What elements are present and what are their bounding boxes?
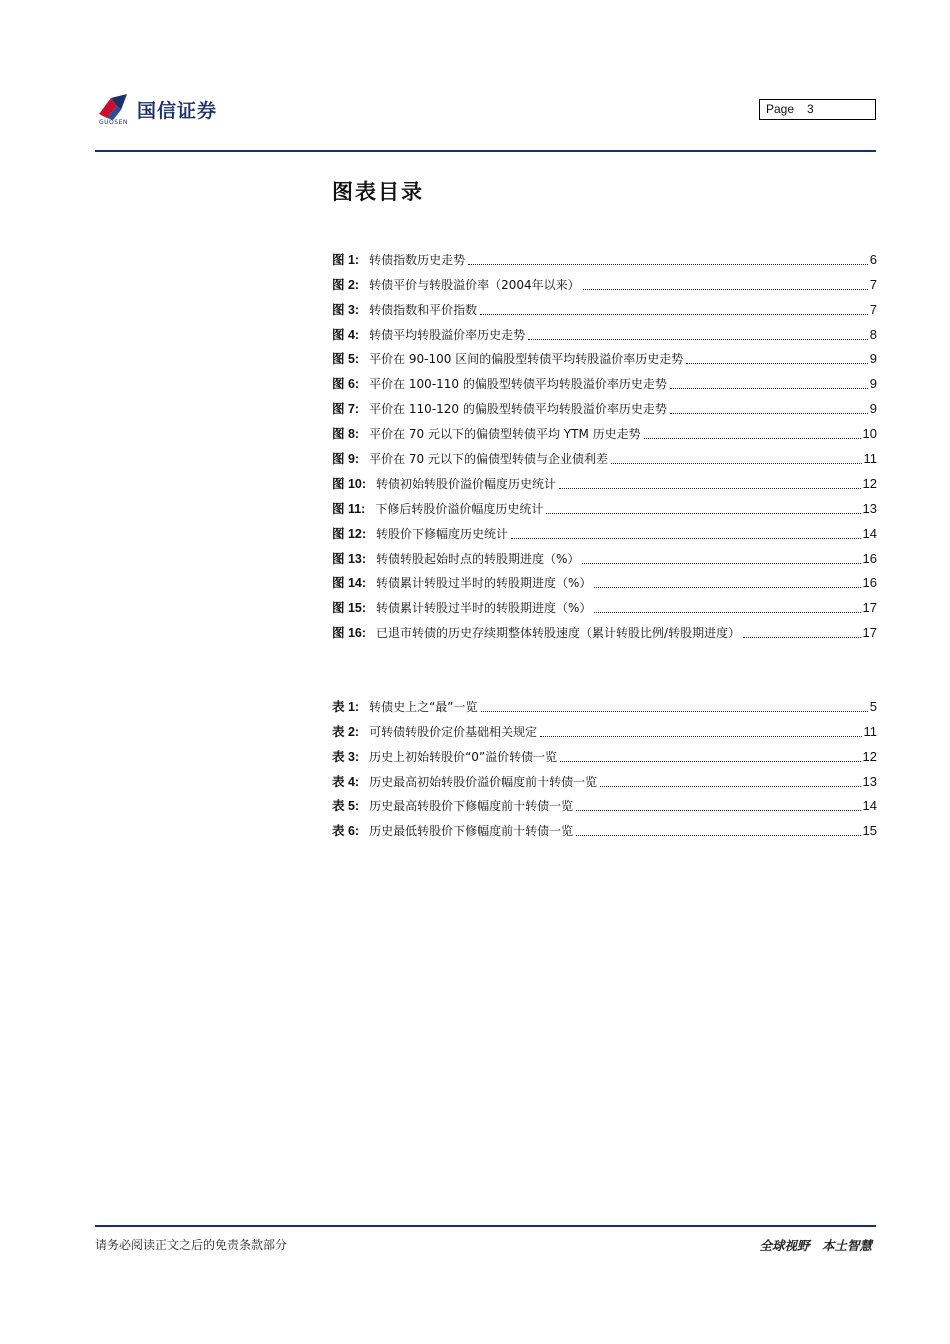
- entry-page: 5: [869, 698, 877, 714]
- toc-entry[interactable]: [332, 765, 877, 790]
- entry-page: 9: [869, 351, 877, 367]
- entry-page: 11: [863, 451, 877, 467]
- leader-dots: [600, 786, 860, 787]
- toc-entry[interactable]: [332, 492, 877, 517]
- entry-title: 可转债转股价定价基础相关规定: [369, 724, 538, 739]
- toc-entry[interactable]: [332, 790, 877, 815]
- entry-label: 图 14:: [332, 576, 367, 591]
- leader-dots: [480, 314, 868, 315]
- entry-page: 9: [869, 376, 877, 392]
- entry-page: 16: [862, 575, 877, 591]
- toc-entry[interactable]: [332, 268, 877, 293]
- toc-entry[interactable]: [332, 343, 877, 368]
- entry-page: 12: [862, 475, 877, 491]
- toc-entry[interactable]: [332, 318, 877, 343]
- toc-entry[interactable]: [332, 517, 877, 542]
- page-indicator: [759, 99, 876, 120]
- table-list: [332, 690, 877, 839]
- entry-page: 13: [862, 500, 877, 516]
- entry-page: 16: [862, 550, 877, 566]
- leader-dots: [511, 538, 860, 539]
- toc-entry[interactable]: [332, 740, 877, 765]
- entry-page: 17: [862, 600, 877, 616]
- entry-title: 转债指数历史走势: [369, 252, 466, 267]
- entry-page: 9: [869, 401, 877, 417]
- toc-entry[interactable]: [332, 690, 877, 715]
- entry-page: 7: [869, 301, 877, 317]
- entry-label: 图 12:: [332, 526, 367, 541]
- entry-page: 11: [863, 723, 877, 739]
- toc-entry[interactable]: [332, 243, 877, 268]
- toc-entry[interactable]: [332, 293, 877, 318]
- entry-title: 转债初始转股价溢价幅度历史统计: [376, 476, 557, 491]
- leader-dots: [576, 835, 860, 836]
- entry-page: 14: [862, 798, 877, 814]
- entry-title: 转债累计转股过半时的转股期进度（%）: [376, 601, 592, 616]
- entry-page: 15: [862, 823, 877, 839]
- entry-title: 转债累计转股过半时的转股期进度（%）: [376, 576, 592, 591]
- figure-list: [332, 243, 877, 641]
- entry-page: 8: [869, 326, 877, 342]
- entry-label: 图 16:: [332, 626, 367, 641]
- entry-page: 12: [862, 748, 877, 764]
- leader-dots: [576, 810, 860, 811]
- toc-title: 图表目录: [332, 180, 424, 204]
- leader-dots: [743, 637, 860, 638]
- toc-entry[interactable]: [332, 591, 877, 616]
- entry-title: 转股价下修幅度历史统计: [376, 526, 509, 541]
- entry-label: 图 13:: [332, 551, 367, 566]
- entry-title: 平价在 90-100 区间的偏股型转债平均转股溢价率历史走势: [369, 352, 684, 367]
- entry-label: 图 2:: [332, 277, 360, 292]
- entry-title: 转债史上之“最”一览: [369, 699, 478, 714]
- footer-rule: [95, 1225, 876, 1227]
- entry-page: 10: [862, 426, 877, 442]
- entry-page: 7: [869, 276, 877, 292]
- leader-dots: [528, 339, 868, 340]
- entry-label: 图 7:: [332, 402, 360, 417]
- toc-entry[interactable]: [332, 616, 877, 641]
- entry-title: 已退市转债的历史存续期整体转股速度（累计转股比例/转股期进度）: [376, 626, 741, 641]
- entry-title: 历史最高转股价下修幅度前十转债一览: [369, 799, 574, 814]
- footer-slogan: 全球视野 本土智慧: [759, 1238, 872, 1253]
- entry-title: 平价在 100-110 的偏股型转债平均转股溢价率历史走势: [369, 377, 667, 392]
- entry-page: 13: [862, 773, 877, 789]
- leader-dots: [540, 736, 861, 737]
- entry-label: 图 4:: [332, 327, 360, 342]
- leader-dots: [594, 612, 860, 613]
- leader-dots: [670, 388, 868, 389]
- entry-title: 下修后转股价溢价幅度历史统计: [375, 501, 544, 516]
- entry-title: 历史最高初始转股价溢价幅度前十转债一览: [369, 774, 598, 789]
- leader-dots: [583, 289, 868, 290]
- toc-entry[interactable]: [332, 442, 877, 467]
- entry-label: 表 3:: [332, 749, 360, 764]
- leader-dots: [686, 363, 868, 364]
- toc-entry[interactable]: [332, 467, 877, 492]
- entry-label: 表 2:: [332, 724, 360, 739]
- leader-dots: [559, 488, 860, 489]
- entry-label: 图 1:: [332, 252, 360, 267]
- entry-title: 转债指数和平价指数: [369, 302, 478, 317]
- toc-entry[interactable]: [332, 567, 877, 592]
- entry-page: 6: [869, 251, 877, 267]
- logo-subtitle: GUOSEN: [99, 119, 128, 126]
- entry-title: 转债平均转股溢价率历史走势: [369, 327, 526, 342]
- entry-page: 14: [862, 525, 877, 541]
- entry-label: 表 4:: [332, 774, 360, 789]
- entry-title: 转债平价与转股溢价率（2004年以来）: [369, 277, 580, 292]
- entry-page: 17: [862, 625, 877, 641]
- footer-disclaimer: 请务必阅读正文之后的免责条款部分: [95, 1238, 288, 1252]
- entry-label: 表 6:: [332, 824, 360, 839]
- leader-dots: [468, 264, 868, 265]
- toc-entry[interactable]: [332, 542, 877, 567]
- entry-label: 图 9:: [332, 452, 360, 467]
- entry-label: 图 10:: [332, 476, 367, 491]
- entry-title: 历史最低转股价下修幅度前十转债一览: [369, 824, 574, 839]
- entry-label: 图 5:: [332, 352, 360, 367]
- leader-dots: [481, 711, 868, 712]
- entry-label: 图 15:: [332, 601, 367, 616]
- toc-entry[interactable]: [332, 417, 877, 442]
- entry-label: 图 3:: [332, 302, 360, 317]
- toc-entry[interactable]: [332, 814, 877, 839]
- entry-label: 图 6:: [332, 377, 360, 392]
- entry-title: 历史上初始转股价“0”溢价转债一览: [369, 749, 558, 764]
- entry-title: 平价在 70 元以下的偏债型转债与企业债利差: [369, 452, 608, 467]
- leader-dots: [560, 761, 860, 762]
- leader-dots: [644, 438, 861, 439]
- entry-title: 平价在 70 元以下的偏债型转债平均 YTM 历史走势: [369, 427, 641, 442]
- leader-dots: [670, 413, 868, 414]
- page-label: Page: [766, 102, 795, 116]
- entry-label: 图 11:: [332, 501, 366, 516]
- header-rule: [95, 150, 876, 152]
- logo-name: 国信证券: [137, 100, 218, 122]
- leader-dots: [611, 463, 862, 464]
- leader-dots: [594, 587, 860, 588]
- toc-entry[interactable]: [332, 715, 877, 740]
- toc-entry[interactable]: [332, 392, 877, 417]
- entry-label: 表 5:: [332, 799, 360, 814]
- entry-title: 平价在 110-120 的偏股型转债平均转股溢价率历史走势: [369, 402, 667, 417]
- entry-title: 转债转股起始时点的转股期进度（%）: [376, 551, 580, 566]
- entry-label: 表 1:: [332, 699, 360, 714]
- page-number: 3: [807, 102, 814, 116]
- toc-entry[interactable]: [332, 367, 877, 392]
- leader-dots: [546, 513, 860, 514]
- entry-label: 图 8:: [332, 427, 360, 442]
- leader-dots: [582, 563, 860, 564]
- guosen-logo: [97, 92, 247, 132]
